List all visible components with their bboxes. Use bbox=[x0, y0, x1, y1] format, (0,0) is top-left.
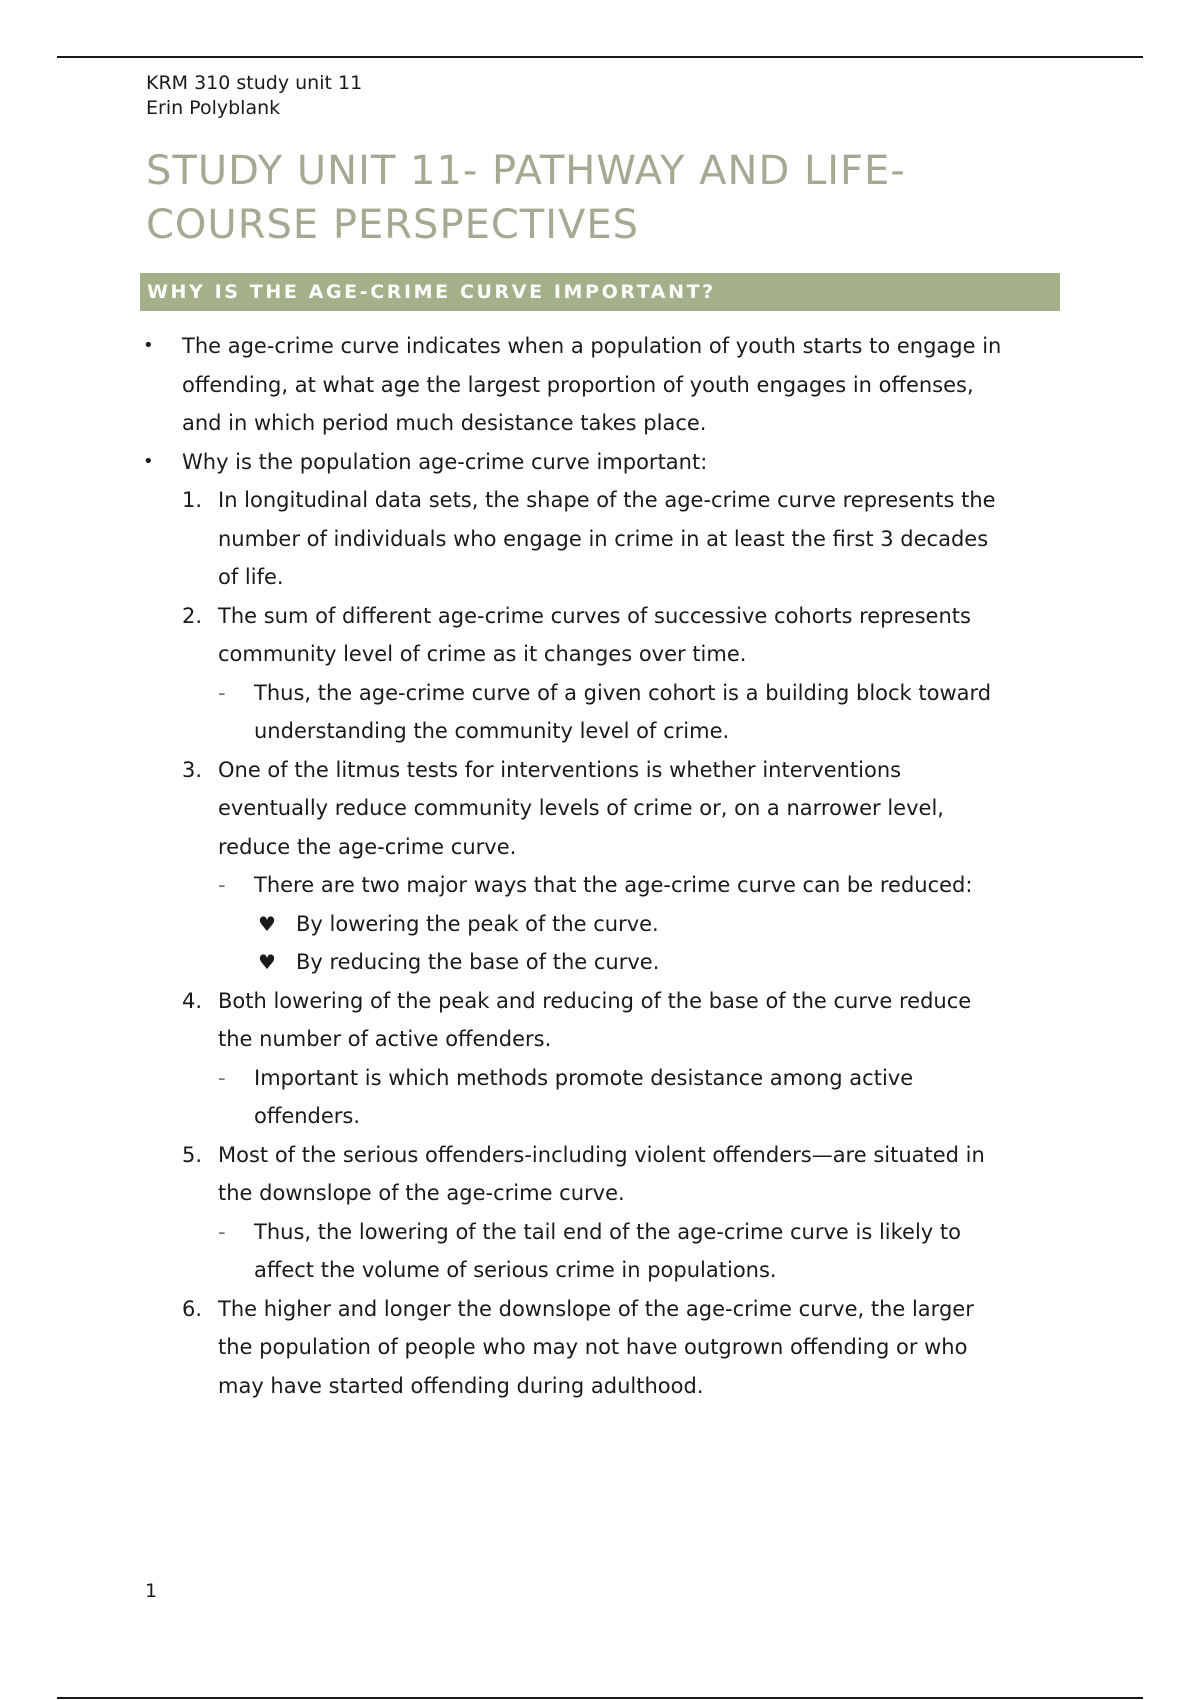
header-course: KRM 310 study unit 11 bbox=[146, 72, 363, 94]
item-text: community level of crime as it changes over time. bbox=[218, 642, 747, 666]
bullet-text: Why is the population age-crime curve important: bbox=[182, 449, 708, 474]
section-heading: WHY IS THE AGE-CRIME CURVE IMPORTANT? bbox=[147, 281, 716, 303]
item-text: Both lowering of the peak and reducing of the base of the curve reduce bbox=[218, 988, 972, 1013]
bullet-marker: • bbox=[143, 335, 154, 356]
dash-marker: - bbox=[218, 680, 226, 705]
bullet-text: The age-crime curve indicates when a population of youth starts to engage in bbox=[182, 334, 1002, 358]
page-header bbox=[146, 71, 362, 121]
item-number: 4. bbox=[182, 988, 203, 1013]
sub-item-text: affect the volume of serious crime in populations. bbox=[254, 1258, 777, 1282]
item-text: One of the litmus tests for interventions is whether interventions bbox=[218, 757, 902, 782]
sub-item-text: Important is which methods promote desistance among active bbox=[254, 1065, 914, 1090]
item-text: may have started offending during adulthood. bbox=[218, 1373, 704, 1398]
page-title bbox=[146, 144, 1046, 252]
sub-sub-item-text: By reducing the base of the curve. bbox=[296, 950, 660, 974]
item-text: The higher and longer the downslope of the age-crime curve, the larger bbox=[218, 1296, 974, 1321]
dash-marker: - bbox=[218, 1065, 226, 1090]
bullet-item bbox=[0, 327, 1200, 443]
bullet-item bbox=[0, 443, 1200, 482]
sub-sub-item-text: By lowering the peak of the curve. bbox=[296, 911, 659, 936]
title-line-1: STUDY UNIT 11- PATHWAY AND LIFE- bbox=[146, 148, 906, 194]
item-text: the number of active offenders. bbox=[218, 1027, 552, 1051]
sub-item-text: Thus, the age-crime curve of a given cohort is a building block toward bbox=[254, 680, 992, 705]
item-number: 5. bbox=[182, 1142, 203, 1167]
heart-bullet-icon: ♥ bbox=[258, 950, 276, 974]
header-author: Erin Polyblank bbox=[146, 97, 281, 119]
numbered-item bbox=[0, 481, 1200, 597]
item-text: reduce the age-crime curve. bbox=[218, 834, 517, 859]
heart-bullet-icon: ♥ bbox=[258, 911, 276, 936]
numbered-item bbox=[0, 1136, 1200, 1290]
numbered-item bbox=[0, 597, 1200, 751]
section-heading-bar bbox=[140, 273, 1060, 311]
item-text: number of individuals who engage in crime in at least the first 3 decades bbox=[218, 526, 989, 551]
item-text: the population of people who may not have outgrown offending or who bbox=[218, 1335, 968, 1359]
sub-item-text: Thus, the lowering of the tail end of the age-crime curve is likely to bbox=[254, 1219, 961, 1244]
title-line-2: COURSE PERSPECTIVES bbox=[146, 202, 640, 248]
bullet-text: offending, at what age the largest proportion of youth engages in offenses, bbox=[182, 372, 974, 397]
dash-marker: - bbox=[218, 1219, 226, 1244]
item-text: The sum of different age-crime curves of successive cohorts represents bbox=[218, 603, 971, 628]
bullet-text: and in which period much desistance takes place. bbox=[182, 411, 707, 435]
item-text: the downslope of the age-crime curve. bbox=[218, 1181, 625, 1205]
sub-item-text: offenders. bbox=[254, 1104, 361, 1128]
numbered-item bbox=[0, 1290, 1200, 1406]
item-text: eventually reduce community levels of crime or, on a narrower level, bbox=[218, 796, 944, 820]
item-number: 6. bbox=[182, 1296, 203, 1321]
page-number: 1 bbox=[145, 1580, 158, 1602]
item-text: In longitudinal data sets, the shape of the age-crime curve represents the bbox=[218, 488, 996, 512]
numbered-item bbox=[0, 982, 1200, 1136]
item-number: 2. bbox=[182, 603, 203, 628]
item-text: of life. bbox=[218, 565, 284, 589]
item-text: Most of the serious offenders-including violent offenders—are situated in bbox=[218, 1142, 985, 1167]
dash-marker: - bbox=[218, 873, 226, 897]
item-number: 3. bbox=[182, 757, 203, 782]
numbered-item bbox=[0, 751, 1200, 982]
top-rule bbox=[57, 56, 1143, 58]
bullet-marker: • bbox=[143, 450, 154, 472]
bottom-rule bbox=[57, 1697, 1143, 1699]
item-number: 1. bbox=[182, 488, 203, 512]
document-body bbox=[0, 327, 1200, 1405]
sub-item-text: understanding the community level of crime. bbox=[254, 719, 730, 743]
sub-item-text: There are two major ways that the age-crime curve can be reduced: bbox=[254, 873, 973, 897]
